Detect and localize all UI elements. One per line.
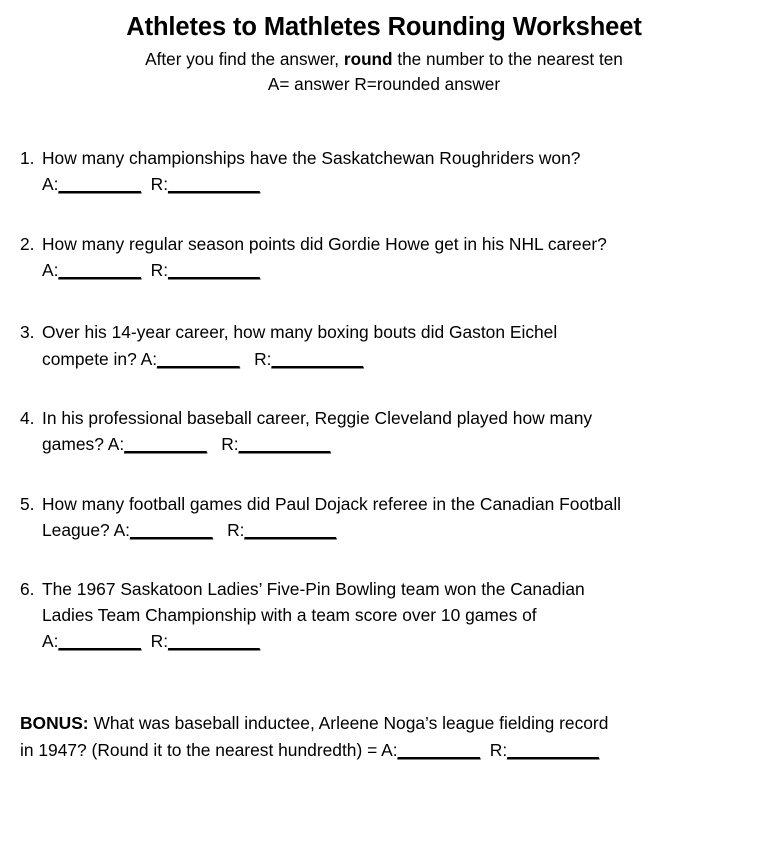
question-number-1: 1. <box>20 147 35 168</box>
rounded-blank-3[interactable]: __________ <box>271 348 364 369</box>
bonus-answer-blank[interactable]: _________ <box>397 739 481 760</box>
question-item-5 <box>20 491 750 543</box>
bonus-rounded-label: R: <box>484 739 508 760</box>
question-text-5: How many football games did Paul Dojack referee in the Canadian Football <box>42 493 622 514</box>
answer-blank-1[interactable]: _________ <box>58 174 141 195</box>
question-item-6 <box>20 576 750 654</box>
question-text-2: How many regular season points did Gordie Howe get in his NHL career? <box>42 234 607 255</box>
bonus-rounded-blank[interactable]: __________ <box>507 739 599 760</box>
instruction-text-before: After you find the answer, <box>145 49 344 70</box>
rounded-blank-1[interactable]: __________ <box>168 174 260 195</box>
rounded-blank-4[interactable]: __________ <box>238 433 331 454</box>
bonus-question-text: What was baseball inductee, Arleene Noga’s league fielding record <box>88 713 609 734</box>
bonus-line-2 <box>20 737 754 763</box>
answer-blank-6[interactable]: _________ <box>58 631 141 652</box>
bonus-line-1 <box>20 710 754 736</box>
answer-label-6: A: <box>42 631 59 652</box>
question-number-2: 2. <box>20 234 35 255</box>
question-body-5 <box>42 491 750 543</box>
bonus-section <box>0 710 768 763</box>
answer-line-6 <box>42 628 750 654</box>
rounded-label-3: R: <box>249 348 272 369</box>
question-number-3: 3. <box>20 322 35 343</box>
question-text-6: The 1967 Saskatoon Ladies’ Five-Pin Bowling team won the Canadian <box>42 579 585 600</box>
question-body-6 <box>42 576 750 654</box>
answer-line-4 <box>42 431 750 457</box>
question-text-3-cont: compete in? A: <box>42 348 158 369</box>
bonus-question-text-cont: in 1947? (Round it to the nearest hundredth) = A: <box>20 739 398 760</box>
question-number-4: 4. <box>20 407 35 428</box>
question-number-6: 6. <box>20 579 35 600</box>
question-item-4 <box>20 405 750 457</box>
question-text-1: How many championships have the Saskatchewan Roughriders won? <box>42 147 581 168</box>
answer-blank-5[interactable]: _________ <box>130 519 213 540</box>
answer-gap-5 <box>213 520 223 540</box>
rounded-label-1: R: <box>145 174 169 195</box>
answer-blank-2[interactable]: _________ <box>58 260 141 281</box>
question-text-5-cont: League? A: <box>42 519 131 540</box>
question-text-4-cont: games? A: <box>42 433 125 454</box>
answer-label-2: A: <box>42 260 59 281</box>
question-text-6-cont: Ladies Team Championship with a team score over 10 games of <box>42 605 537 626</box>
worksheet-header <box>0 0 768 97</box>
question-list <box>0 145 768 654</box>
answer-gap-4 <box>207 434 217 454</box>
rounded-label-4: R: <box>216 433 239 454</box>
question-number-5: 5. <box>20 493 35 514</box>
answer-line-3 <box>42 346 750 372</box>
question-text-4: In his professional baseball career, Reggie Cleveland played how many <box>42 407 593 428</box>
question-body-4 <box>42 405 750 457</box>
instruction-emphasis-round: round <box>343 49 393 70</box>
question-text-3: Over his 14-year career, how many boxing bouts did Gaston Eichel <box>42 322 558 343</box>
question-item-3 <box>20 319 750 371</box>
rounded-blank-5[interactable]: __________ <box>244 519 337 540</box>
answer-blank-4[interactable]: _________ <box>124 433 207 454</box>
page-title: Athletes to Mathletes Rounding Worksheet <box>126 13 642 41</box>
question-item-1 <box>20 145 750 197</box>
answer-key-legend: A= answer R=rounded answer <box>267 74 501 95</box>
bonus-label: BONUS: <box>20 713 89 734</box>
rounded-label-2: R: <box>145 260 169 281</box>
rounded-label-5: R: <box>222 519 245 540</box>
question-body-1 <box>42 145 750 197</box>
answer-line-5 <box>42 517 750 543</box>
question-item-2 <box>20 231 750 283</box>
instruction-text-after: the number to the nearest ten <box>392 49 623 70</box>
question-body-2 <box>42 231 750 283</box>
rounded-label-6: R: <box>145 631 169 652</box>
rounded-blank-6[interactable]: __________ <box>168 631 260 652</box>
answer-blank-3[interactable]: _________ <box>157 348 240 369</box>
rounded-blank-2[interactable]: __________ <box>168 260 260 281</box>
answer-label-1: A: <box>42 174 59 195</box>
answer-line-2 <box>42 257 750 283</box>
question-body-3 <box>42 319 750 371</box>
answer-gap-3 <box>240 349 250 369</box>
answer-line-1 <box>42 171 750 197</box>
worksheet-instruction <box>0 47 768 72</box>
